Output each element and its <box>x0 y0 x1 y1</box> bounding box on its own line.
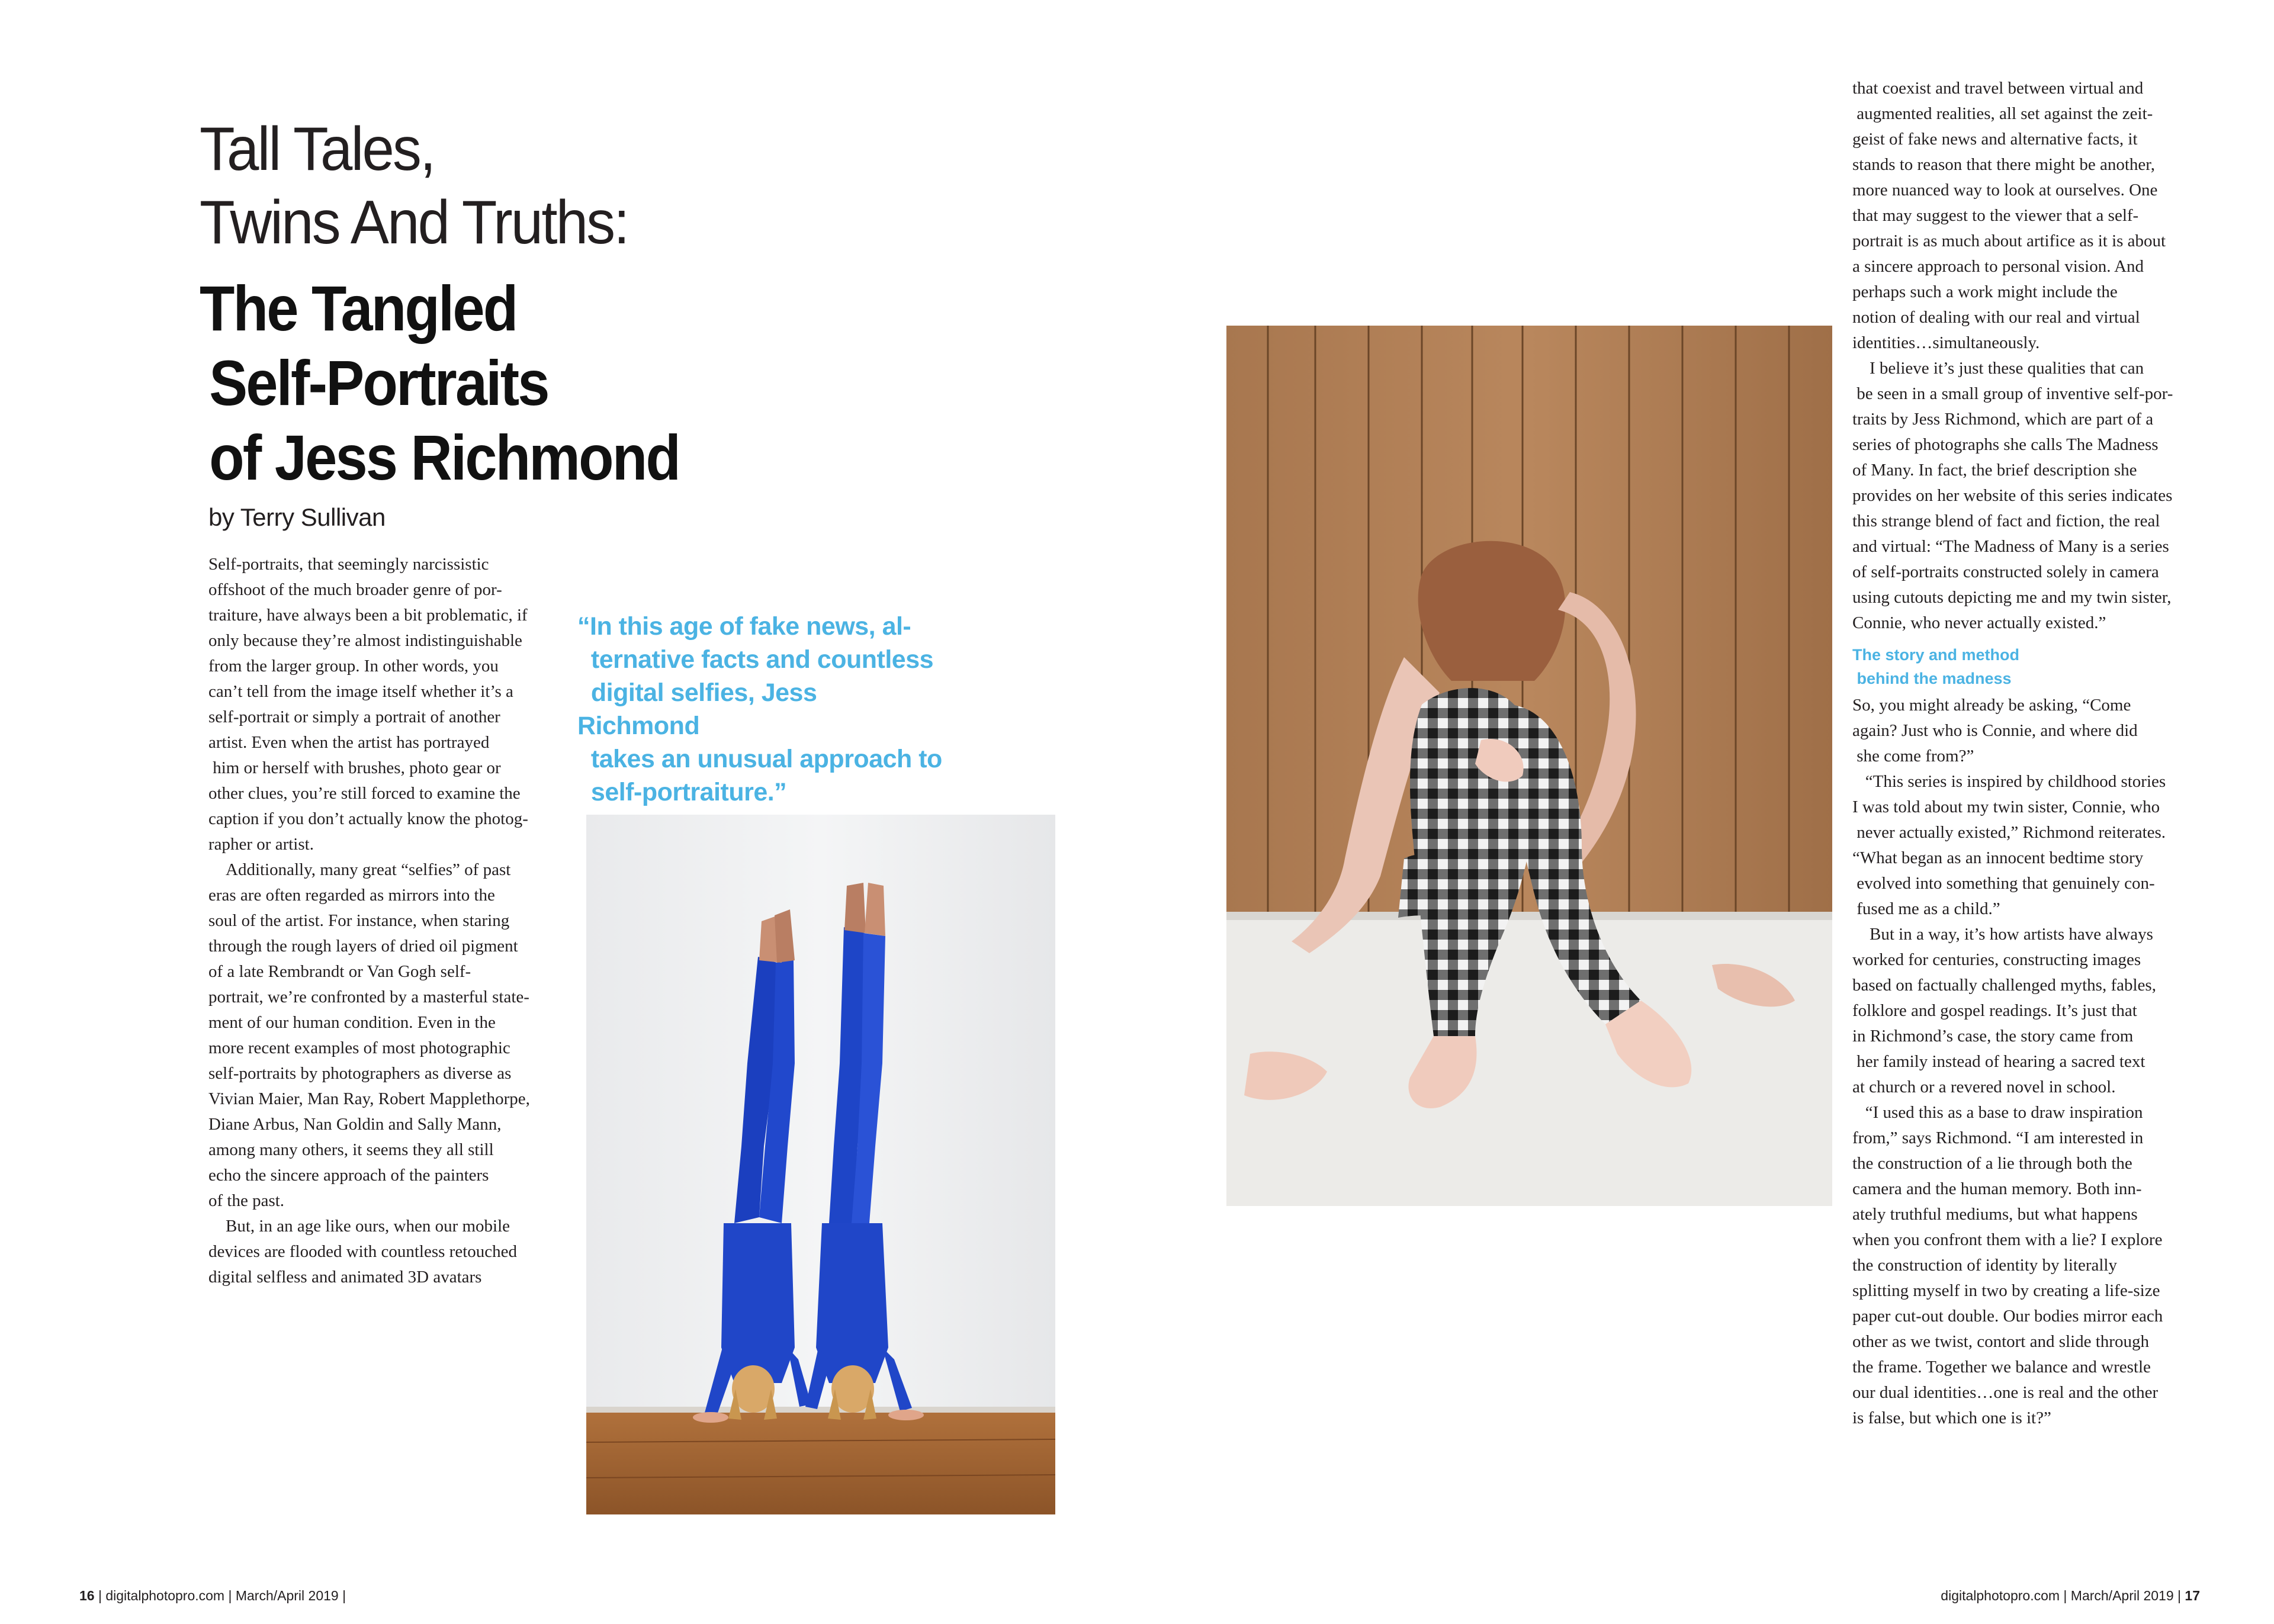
headline-line-2: Twins And Truths: <box>200 188 628 257</box>
paragraph: “This series is inspired by childhood stories I was told about my twin sister, Connie, who never actually existed,” Richmond reiterates. “What began as an innocent bedtime story evolved into something that genuinely con- fused me as a child.” <box>1852 772 2166 918</box>
body-column-3 <box>1852 76 2220 1431</box>
paragraph: Additionally, many great “selfies” of past eras are often regarded as mirrors into the soul of the artist. For instance, when staring through the rough layers of dried oil pigment of a late Rembrandt or Van Gogh self- portrait, we’re confronted by a masterful state- ment of our human condition. Even in the more recent examples of most photographic self-portraits by photographers as diverse as Vivian Maier, Man Ray, Robert Mapplethorpe, Diane Arbus, Nan Goldin and Sally Mann, among many others, it seems they all still echo the sincere approach of the painters of the past. <box>208 860 530 1210</box>
headline-bold-line-1: The Tangled <box>200 272 517 344</box>
paragraph: So, you might already be asking, “Come again? Just who is Connie, and where did she come from?” <box>1852 696 2138 766</box>
page-number-right: 17 <box>2185 1588 2200 1603</box>
paragraph: that coexist and travel between virtual and augmented realities, all set against the zeit- geist of fake news and alternative facts, it stands to reason that there might be another, more nuanced way to look at ourselves. One that may suggest to the viewer that a self- portrait is as much about artifice as it is about a sincere approach to personal vision. And perhaps such a work might include the notion of dealing with our real and virtual identities…simultaneously. <box>1852 79 2166 352</box>
pull-quote: “In this age of fake news, al- ternative facts and countless digital selfies, Jess Richmond takes an unusual approach to self-portraiture.” <box>577 612 942 806</box>
footer-right-text: digitalphotopro.com | March/April 2019 | <box>1941 1588 2182 1603</box>
headline-bold-line-2: Self-Portraits <box>209 347 548 419</box>
footer-right <box>1941 1588 2200 1604</box>
paragraph: But, in an age like ours, when our mobile devices are flooded with countless retouched digital selfless and animated 3D avatars <box>208 1217 518 1287</box>
page-number-left: 16 <box>79 1588 95 1603</box>
byline: by Terry Sullivan <box>208 503 386 531</box>
paragraph: But in a way, it’s how artists have always worked for centuries, constructing images based on factually challenged myths, fables, folklore and gospel readings. It’s just that in Richmond’s case, the story came from her family instead of hearing a sacred text at church or a revered novel in school. <box>1852 925 2156 1096</box>
tangled-twins-photo <box>1226 326 1832 1206</box>
headline-bold-line-3: of Jess Richmond <box>209 422 680 493</box>
footer-left-text: | digitalphotopro.com | March/April 2019 | <box>98 1588 346 1603</box>
paragraph: Self-portraits, that seemingly narcissistic offshoot of the much broader genre of por- traiture, have always been a bit problematic, if only because they’re almost indistinguishable from the larger group. In other words, you can’t tell from the image itself whether it’s a self-portrait or simply a portrait of another artist. Even when the artist has portrayed him or herself with brushes, photo gear or other clues, you’re still forced to examine the caption if you don’t actually know the photog- rapher or artist. <box>208 555 528 854</box>
headline-line-1: Tall Tales, <box>200 115 435 184</box>
footer-left <box>79 1588 346 1604</box>
article-headline <box>200 112 733 495</box>
paragraph: I believe it’s just these qualities that can be seen in a small group of inventive self-por- traits by Jess Richmond, which are part of a series of photographs she calls The Madness of Many. In fact, the brief description she provides on her website of this series indicates this strange blend of fact and fiction, the real and virtual: “The Madness of Many is a series of self-portraits constructed solely in camera using cutouts depicting me and my twin sister, Connie, who never actually existed.” <box>1852 359 2173 632</box>
body-column-1 <box>208 552 564 1290</box>
section-subhead: The story and method behind the madness <box>1852 646 2020 687</box>
paragraph: “I used this as a base to draw inspiration from,” says Richmond. “I am interested in the construction of a lie through both the camera and the human memory. Both inn- ately truthful mediums, but what happens when you confront them with a lie? I explore the construction of identity by literally splitting myself in two by creating a life-size paper cut-out double. Our bodies mirror each other as we twist, contort and slide through the frame. Together we balance and wrestle our dual identities…one is real and the other is false, but which one is it?” <box>1852 1103 2163 1427</box>
handstand-twins-photo <box>586 815 1055 1514</box>
